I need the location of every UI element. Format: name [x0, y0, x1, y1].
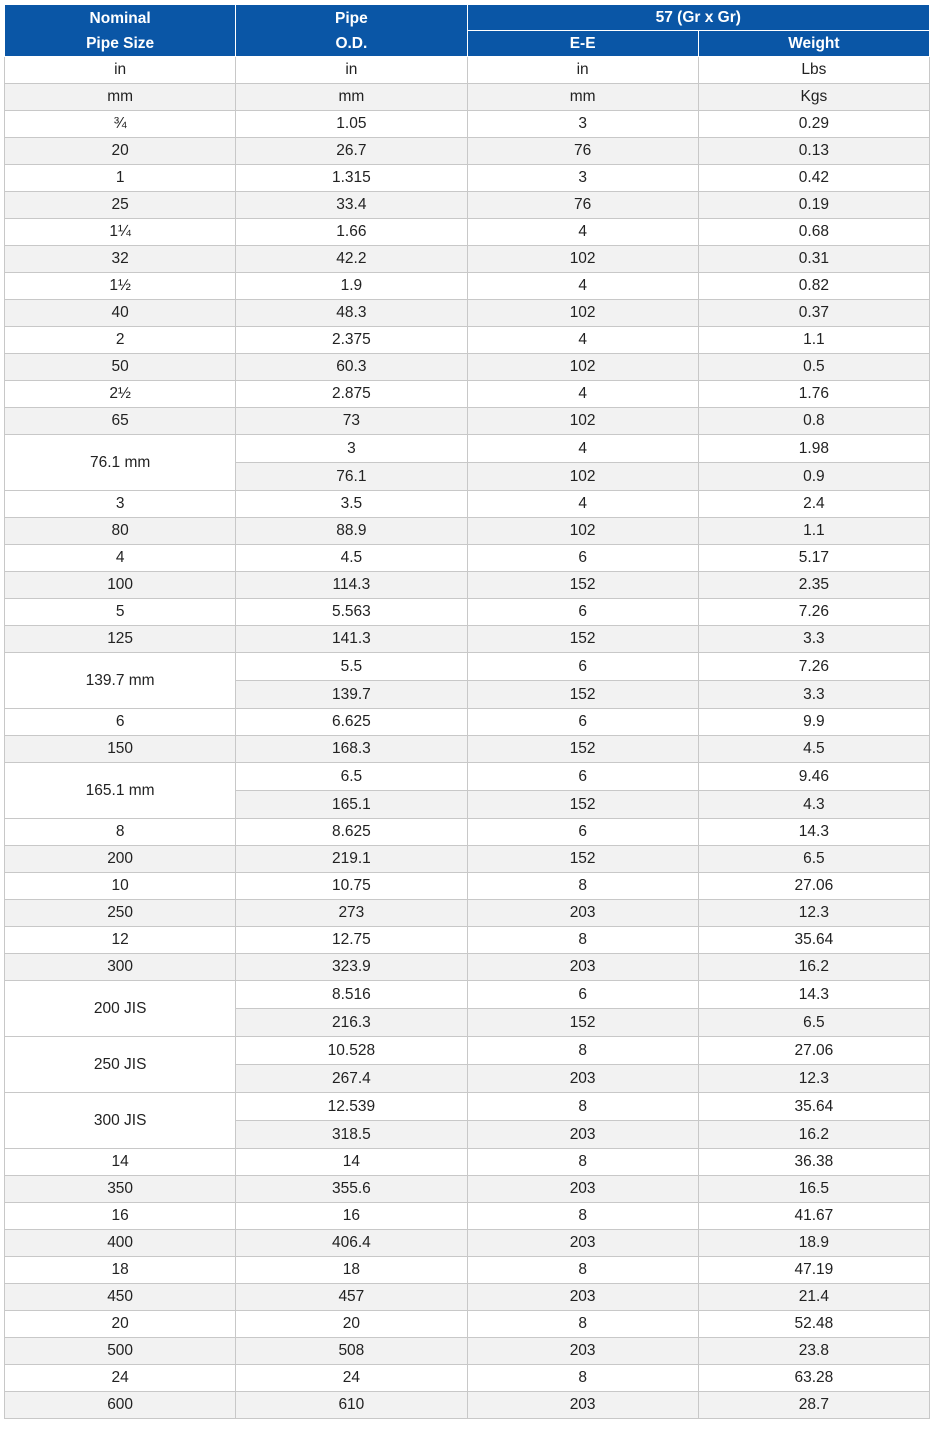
weight-cell: 2.4 — [698, 491, 929, 518]
header-pipe-size-label: Pipe Size — [86, 34, 155, 52]
table-row — [5, 736, 930, 763]
end-to-end-cell: 102 — [467, 246, 698, 273]
end-to-end-cell: 203 — [467, 954, 698, 981]
od-cell: 88.9 — [236, 518, 467, 545]
header-end-to-end: E-E — [467, 31, 698, 57]
size-cell: 12 — [5, 927, 236, 954]
table-row — [5, 709, 930, 736]
size-cell: 200 JIS — [5, 981, 236, 1037]
size-cell: 250 JIS — [5, 1037, 236, 1093]
size-cell: 4 — [5, 545, 236, 572]
weight-cell: 0.9 — [698, 463, 929, 491]
weight-cell: 7.26 — [698, 653, 929, 681]
weight-cell: 27.06 — [698, 873, 929, 900]
od-cell: 6.625 — [236, 709, 467, 736]
weight-cell: 1.98 — [698, 435, 929, 463]
table-row — [5, 111, 930, 138]
table-row — [5, 1338, 930, 1365]
od-cell: 508 — [236, 1338, 467, 1365]
od-cell: 18 — [236, 1257, 467, 1284]
size-cell: 18 — [5, 1257, 236, 1284]
weight-cell: 18.9 — [698, 1230, 929, 1257]
size-cell: 150 — [5, 736, 236, 763]
od-cell: 216.3 — [236, 1009, 467, 1037]
weight-cell: 0.5 — [698, 354, 929, 381]
header-pipe-label: Pipe — [335, 9, 368, 27]
header-od-label: O.D. — [335, 34, 368, 52]
od-cell: 139.7 — [236, 681, 467, 709]
size-cell: 350 — [5, 1176, 236, 1203]
size-cell: 165.1 mm — [5, 763, 236, 819]
od-cell: 42.2 — [236, 246, 467, 273]
size-cell: 250 — [5, 900, 236, 927]
table-row — [5, 273, 930, 300]
end-to-end-cell: 8 — [467, 1149, 698, 1176]
size-cell: 16 — [5, 1203, 236, 1230]
unit-cell: in — [5, 57, 236, 84]
end-to-end-cell: 76 — [467, 192, 698, 219]
unit-cell: Kgs — [698, 84, 929, 111]
weight-cell: 47.19 — [698, 1257, 929, 1284]
end-to-end-cell: 102 — [467, 354, 698, 381]
weight-cell: 2.35 — [698, 572, 929, 599]
weight-cell: 1.76 — [698, 381, 929, 408]
end-to-end-cell: 152 — [467, 791, 698, 819]
end-to-end-cell: 102 — [467, 408, 698, 435]
table-row — [5, 599, 930, 626]
header-weight: Weight — [698, 31, 929, 57]
od-cell: 60.3 — [236, 354, 467, 381]
end-to-end-cell: 4 — [467, 327, 698, 354]
weight-cell: 41.67 — [698, 1203, 929, 1230]
end-to-end-cell: 152 — [467, 572, 698, 599]
weight-cell: 63.28 — [698, 1365, 929, 1392]
end-to-end-cell: 6 — [467, 653, 698, 681]
od-cell: 10.528 — [236, 1037, 467, 1065]
weight-cell: 0.13 — [698, 138, 929, 165]
od-cell: 76.1 — [236, 463, 467, 491]
table-body — [5, 57, 930, 1419]
od-cell: 10.75 — [236, 873, 467, 900]
od-cell: 273 — [236, 900, 467, 927]
od-cell: 1.9 — [236, 273, 467, 300]
end-to-end-cell: 8 — [467, 927, 698, 954]
size-cell: 76.1 mm — [5, 435, 236, 491]
weight-cell: 3.3 — [698, 626, 929, 653]
table-row — [5, 381, 930, 408]
table-row — [5, 192, 930, 219]
table-row — [5, 1093, 930, 1121]
table-row — [5, 1037, 930, 1065]
weight-cell: 0.68 — [698, 219, 929, 246]
od-cell: 24 — [236, 1365, 467, 1392]
od-cell: 323.9 — [236, 954, 467, 981]
size-cell: 5 — [5, 599, 236, 626]
end-to-end-cell: 4 — [467, 219, 698, 246]
table-row — [5, 954, 930, 981]
unit-cell: in — [467, 57, 698, 84]
size-cell: 32 — [5, 246, 236, 273]
end-to-end-cell: 203 — [467, 1176, 698, 1203]
end-to-end-cell: 8 — [467, 1311, 698, 1338]
size-cell: 3 — [5, 491, 236, 518]
size-cell: 8 — [5, 819, 236, 846]
table-row — [5, 981, 930, 1009]
weight-cell: 23.8 — [698, 1338, 929, 1365]
header-nominal-label: Nominal — [89, 9, 151, 27]
size-cell: 20 — [5, 1311, 236, 1338]
weight-cell: 0.31 — [698, 246, 929, 273]
size-cell: 500 — [5, 1338, 236, 1365]
od-cell: 5.563 — [236, 599, 467, 626]
end-to-end-cell: 6 — [467, 599, 698, 626]
table-row — [5, 246, 930, 273]
table-row — [5, 300, 930, 327]
size-cell: 14 — [5, 1149, 236, 1176]
size-cell: 50 — [5, 354, 236, 381]
table-row — [5, 653, 930, 681]
weight-cell: 7.26 — [698, 599, 929, 626]
weight-cell: 0.29 — [698, 111, 929, 138]
end-to-end-cell: 6 — [467, 709, 698, 736]
od-cell: 12.539 — [236, 1093, 467, 1121]
end-to-end-cell: 152 — [467, 1009, 698, 1037]
weight-cell: 36.38 — [698, 1149, 929, 1176]
end-to-end-cell: 152 — [467, 846, 698, 873]
table-row — [5, 1149, 930, 1176]
unit-cell: Lbs — [698, 57, 929, 84]
od-cell: 318.5 — [236, 1121, 467, 1149]
weight-cell: 21.4 — [698, 1284, 929, 1311]
end-to-end-cell: 4 — [467, 381, 698, 408]
end-to-end-cell: 102 — [467, 300, 698, 327]
table-row — [5, 545, 930, 572]
table-row — [5, 1176, 930, 1203]
table-row — [5, 1230, 930, 1257]
weight-cell: 3.3 — [698, 681, 929, 709]
od-cell: 457 — [236, 1284, 467, 1311]
size-cell: 65 — [5, 408, 236, 435]
table-row — [5, 572, 930, 599]
pipe-spec-table — [4, 4, 930, 1419]
table-row — [5, 927, 930, 954]
end-to-end-cell: 203 — [467, 1338, 698, 1365]
end-to-end-cell: 4 — [467, 435, 698, 463]
size-cell: ¾ — [5, 111, 236, 138]
size-cell: 2 — [5, 327, 236, 354]
table-row — [5, 1284, 930, 1311]
weight-cell: 5.17 — [698, 545, 929, 572]
od-cell: 5.5 — [236, 653, 467, 681]
size-cell: 125 — [5, 626, 236, 653]
table-row — [5, 1203, 930, 1230]
od-cell: 73 — [236, 408, 467, 435]
size-cell: 2½ — [5, 381, 236, 408]
end-to-end-cell: 6 — [467, 981, 698, 1009]
table-row — [5, 491, 930, 518]
od-cell: 48.3 — [236, 300, 467, 327]
weight-cell: 27.06 — [698, 1037, 929, 1065]
table-row — [5, 354, 930, 381]
weight-cell: 6.5 — [698, 846, 929, 873]
table-row — [5, 408, 930, 435]
weight-cell: 16.2 — [698, 954, 929, 981]
weight-cell: 35.64 — [698, 927, 929, 954]
end-to-end-cell: 102 — [467, 463, 698, 491]
weight-cell: 0.42 — [698, 165, 929, 192]
table-row — [5, 1257, 930, 1284]
end-to-end-cell: 8 — [467, 1093, 698, 1121]
weight-cell: 4.5 — [698, 736, 929, 763]
end-to-end-cell: 6 — [467, 763, 698, 791]
weight-cell: 0.19 — [698, 192, 929, 219]
table-row — [5, 138, 930, 165]
size-cell: 600 — [5, 1392, 236, 1419]
table-row — [5, 819, 930, 846]
size-cell: 100 — [5, 572, 236, 599]
od-cell: 3 — [236, 435, 467, 463]
size-cell: 10 — [5, 873, 236, 900]
weight-cell: 4.3 — [698, 791, 929, 819]
end-to-end-cell: 152 — [467, 681, 698, 709]
weight-cell: 28.7 — [698, 1392, 929, 1419]
size-cell: 450 — [5, 1284, 236, 1311]
od-cell: 114.3 — [236, 572, 467, 599]
od-cell: 3.5 — [236, 491, 467, 518]
end-to-end-cell: 203 — [467, 900, 698, 927]
size-cell: 400 — [5, 1230, 236, 1257]
weight-cell: 52.48 — [698, 1311, 929, 1338]
end-to-end-cell: 102 — [467, 518, 698, 545]
end-to-end-cell: 3 — [467, 111, 698, 138]
table-row — [5, 846, 930, 873]
od-cell: 1.66 — [236, 219, 467, 246]
od-cell: 168.3 — [236, 736, 467, 763]
unit-cell: in — [236, 57, 467, 84]
od-cell: 2.375 — [236, 327, 467, 354]
weight-cell: 9.46 — [698, 763, 929, 791]
size-cell: 300 — [5, 954, 236, 981]
od-cell: 8.516 — [236, 981, 467, 1009]
od-cell: 165.1 — [236, 791, 467, 819]
end-to-end-cell: 203 — [467, 1392, 698, 1419]
end-to-end-cell: 8 — [467, 1365, 698, 1392]
size-cell: 40 — [5, 300, 236, 327]
od-cell: 26.7 — [236, 138, 467, 165]
end-to-end-cell: 203 — [467, 1121, 698, 1149]
weight-cell: 0.8 — [698, 408, 929, 435]
weight-cell: 14.3 — [698, 981, 929, 1009]
table-header — [5, 5, 930, 57]
od-cell: 20 — [236, 1311, 467, 1338]
table-row — [5, 518, 930, 545]
od-cell: 33.4 — [236, 192, 467, 219]
unit-row-imperial — [5, 57, 930, 84]
od-cell: 406.4 — [236, 1230, 467, 1257]
table-row — [5, 763, 930, 791]
table-row — [5, 165, 930, 192]
od-cell: 1.05 — [236, 111, 467, 138]
end-to-end-cell: 6 — [467, 819, 698, 846]
weight-cell: 12.3 — [698, 1065, 929, 1093]
end-to-end-cell: 152 — [467, 626, 698, 653]
header-group-57: 57 (Gr x Gr) — [467, 5, 930, 31]
table-row — [5, 1311, 930, 1338]
size-cell: 6 — [5, 709, 236, 736]
end-to-end-cell: 8 — [467, 1257, 698, 1284]
od-cell: 14 — [236, 1149, 467, 1176]
end-to-end-cell: 3 — [467, 165, 698, 192]
od-cell: 267.4 — [236, 1065, 467, 1093]
table-row — [5, 1392, 930, 1419]
table-row — [5, 219, 930, 246]
end-to-end-cell: 76 — [467, 138, 698, 165]
header-nominal-pipe-size — [5, 5, 236, 57]
weight-cell: 16.2 — [698, 1121, 929, 1149]
end-to-end-cell: 203 — [467, 1230, 698, 1257]
od-cell: 4.5 — [236, 545, 467, 572]
od-cell: 355.6 — [236, 1176, 467, 1203]
end-to-end-cell: 4 — [467, 273, 698, 300]
size-cell: 1½ — [5, 273, 236, 300]
end-to-end-cell: 4 — [467, 491, 698, 518]
size-cell: 1 — [5, 165, 236, 192]
table-row — [5, 873, 930, 900]
size-cell: 139.7 mm — [5, 653, 236, 709]
table-row — [5, 626, 930, 653]
unit-cell: mm — [236, 84, 467, 111]
od-cell: 8.625 — [236, 819, 467, 846]
weight-cell: 1.1 — [698, 327, 929, 354]
size-cell: 24 — [5, 1365, 236, 1392]
end-to-end-cell: 8 — [467, 1037, 698, 1065]
end-to-end-cell: 203 — [467, 1284, 698, 1311]
weight-cell: 35.64 — [698, 1093, 929, 1121]
size-cell: 20 — [5, 138, 236, 165]
size-cell: 1¼ — [5, 219, 236, 246]
weight-cell: 16.5 — [698, 1176, 929, 1203]
table-row — [5, 900, 930, 927]
weight-cell: 0.82 — [698, 273, 929, 300]
od-cell: 141.3 — [236, 626, 467, 653]
od-cell: 219.1 — [236, 846, 467, 873]
size-cell: 80 — [5, 518, 236, 545]
weight-cell: 14.3 — [698, 819, 929, 846]
od-cell: 16 — [236, 1203, 467, 1230]
size-cell: 300 JIS — [5, 1093, 236, 1149]
weight-cell: 9.9 — [698, 709, 929, 736]
weight-cell: 1.1 — [698, 518, 929, 545]
table-row — [5, 1365, 930, 1392]
unit-cell: mm — [467, 84, 698, 111]
table-row — [5, 327, 930, 354]
table-row — [5, 435, 930, 463]
end-to-end-cell: 152 — [467, 736, 698, 763]
size-cell: 200 — [5, 846, 236, 873]
od-cell: 12.75 — [236, 927, 467, 954]
weight-cell: 12.3 — [698, 900, 929, 927]
od-cell: 1.315 — [236, 165, 467, 192]
od-cell: 6.5 — [236, 763, 467, 791]
end-to-end-cell: 6 — [467, 545, 698, 572]
end-to-end-cell: 203 — [467, 1065, 698, 1093]
od-cell: 2.875 — [236, 381, 467, 408]
header-pipe-od — [236, 5, 467, 57]
od-cell: 610 — [236, 1392, 467, 1419]
end-to-end-cell: 8 — [467, 1203, 698, 1230]
size-cell: 25 — [5, 192, 236, 219]
unit-cell: mm — [5, 84, 236, 111]
weight-cell: 0.37 — [698, 300, 929, 327]
weight-cell: 6.5 — [698, 1009, 929, 1037]
unit-row-metric — [5, 84, 930, 111]
end-to-end-cell: 8 — [467, 873, 698, 900]
